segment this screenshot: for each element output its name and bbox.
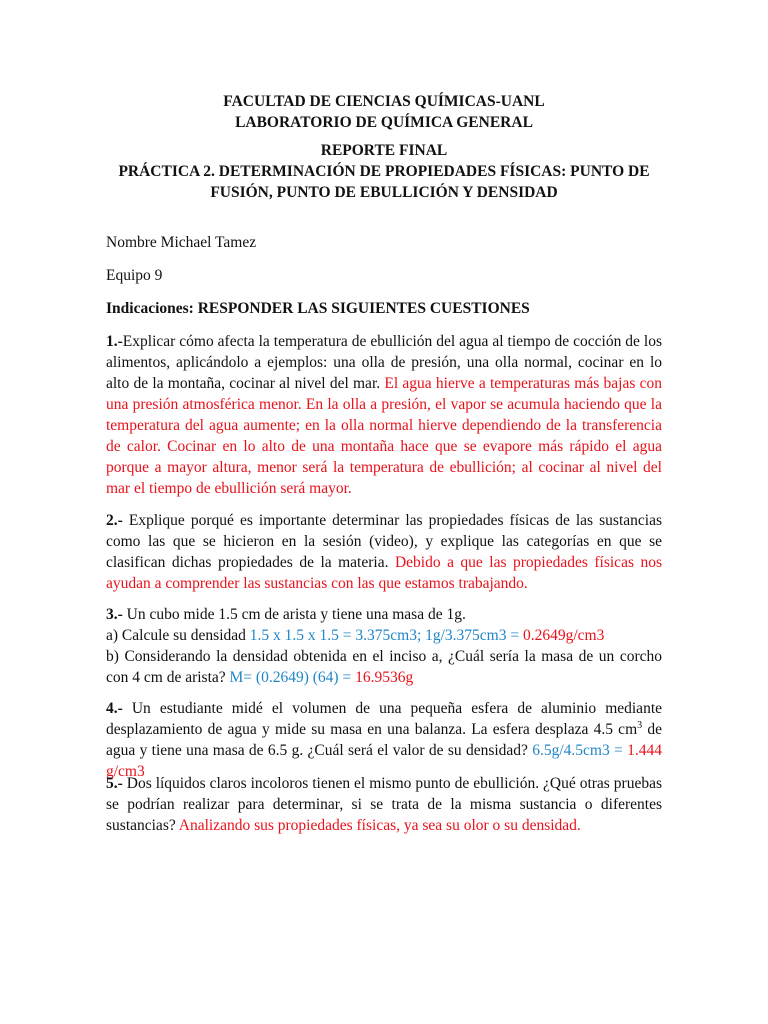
question-1	[106, 331, 662, 499]
question-number: 5.-	[106, 775, 123, 792]
institution-header	[0, 91, 768, 133]
instructions-text: RESPONDER LAS SIGUIENTES CUESTIONES	[193, 300, 530, 317]
answer-text: El agua hierve a temperaturas más bajas con una presión atmosférica menor. En la olla a presión, el vapor se acumula haciendo que la temperatura del agua aumente; en la olla normal hierve dependiendo de la transferencia de calor. Cocinar en lo alto de una montaña hace que se evapore más rápido el agua porque a mayor altura, menor será la temperatura de ebullición; al cocinar al nivel del mar el tiempo de ebullición será mayor.	[106, 375, 662, 497]
question-text: Dos líquidos claros incoloros tienen el mismo punto de ebullición. ¿Qué otras pruebas se podrían realizar para determinar, si se trata de la misma sustancia o diferentes sustancias?	[106, 775, 662, 834]
question-3b	[106, 646, 662, 688]
question-number: 2.-	[106, 512, 123, 529]
question-5	[106, 773, 662, 836]
question-4	[106, 698, 662, 782]
superscript: 3	[637, 720, 643, 731]
instructions	[106, 298, 530, 319]
question-number: 4.-	[106, 700, 123, 717]
question-text: Un estudiante midé el volumen de una pequeña esfera de aluminio mediante desplazamiento de agua y mide su masa en una balanza. La esfera desplaza 4.5 cm	[106, 700, 662, 738]
report-header	[0, 140, 768, 203]
practice-title-line1: PRÁCTICA 2. DETERMINACIÓN DE PROPIEDADES FÍSICAS: PUNTO DE	[118, 163, 650, 180]
question-text: Explique porqué es importante determinar las propiedades físicas de las sustancias como las que se hicieron en la sesión (video), y explique las categorías en que se clasifican dichas propiedades de la materia.	[106, 512, 662, 571]
question-3a	[106, 625, 604, 646]
calculation: 6.5g/4.5cm3 =	[532, 742, 628, 759]
question-2	[106, 510, 662, 594]
calculation: 1.5 x 1.5 x 1.5 = 3.375cm3; 1g/3.375cm3 =	[249, 627, 523, 644]
result: 1.444 g/cm3	[106, 742, 662, 780]
question-text: Un cubo mide 1.5 cm de arista y tiene una masa de 1g.	[122, 606, 466, 623]
instructions-label: Indicaciones:	[106, 300, 194, 317]
question-text: Explicar cómo afecta la temperatura de ebullición del agua al tiempo de cocción de los alimentos, aplicándolo a ejemplos: una olla de presión, una olla normal, cocinar en lo alto de la montaña, cocinar al nivel del mar.	[106, 333, 662, 392]
practice-title-line2: FUSIÓN, PUNTO DE EBULLICIÓN Y DENSIDAD	[210, 184, 558, 201]
result: 0.2649g/cm3	[522, 627, 605, 644]
subquestion-label: b) Considerando la densidad obtenida en el inciso a, ¿Cuál sería la masa de un corcho con 4 cm de arista?	[106, 648, 662, 686]
calculation: M= (0.2649) (64) =	[229, 669, 356, 686]
team-number: Equipo 9	[106, 267, 163, 284]
question-3-statement	[106, 604, 466, 625]
answer-text: Debido a que las propiedades físicas nos ayudan a comprender las sustancias con las que estamos trabajando.	[106, 554, 662, 592]
question-number: 3.-	[106, 606, 123, 623]
report-title: REPORTE FINAL	[320, 142, 448, 159]
question-number: 1.-	[106, 333, 123, 350]
question-text-cont: de agua y tiene una masa de 6.5 g. ¿Cuál será el valor de su densidad?	[106, 721, 662, 759]
student-name: Nombre Michael Tamez	[106, 234, 257, 251]
answer-text: Analizando sus propiedades físicas, ya sea su olor o su densidad.	[178, 817, 581, 834]
result: 16.9536g	[355, 669, 414, 686]
lab-title: LABORATORIO DE QUÍMICA GENERAL	[235, 114, 533, 131]
faculty-title: FACULTAD DE CIENCIAS QUÍMICAS-UANL	[223, 93, 545, 110]
subquestion-label: a) Calcule su densidad	[106, 627, 250, 644]
